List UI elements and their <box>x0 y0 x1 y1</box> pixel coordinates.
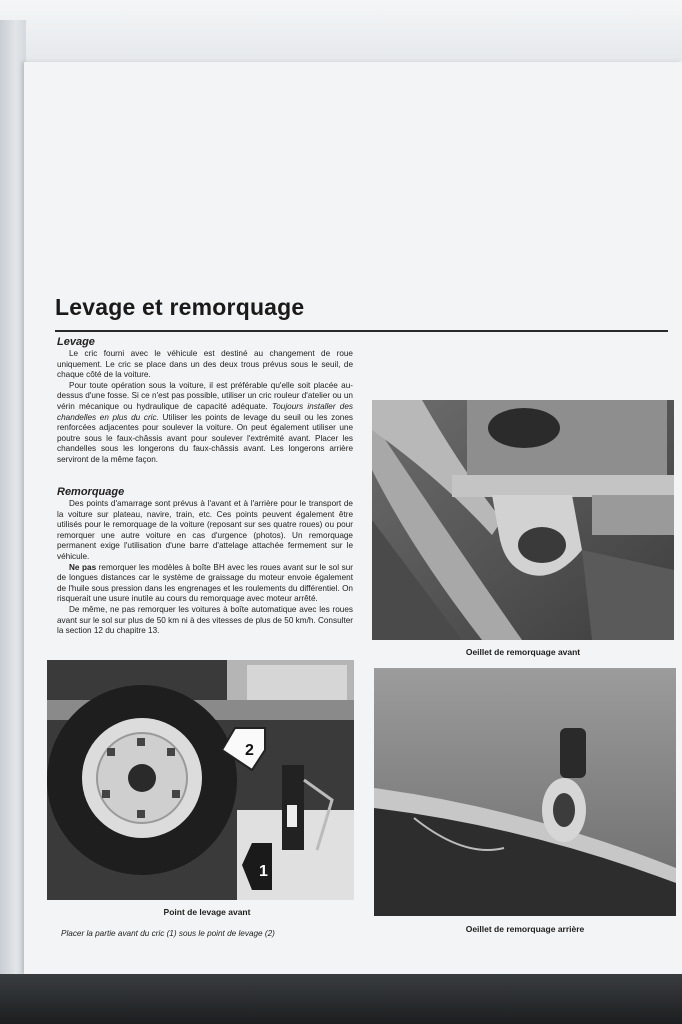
jacking-point-caption: Point de levage avant <box>163 907 251 917</box>
rear-tow-eye-photo <box>374 668 676 916</box>
levage-text <box>57 349 353 466</box>
levage-paragraph-2: Pour toute opération sous la voiture, il est préférable qu'elle soit placée au-dessus d'une fosse. Si ce n'est pas possible, utiliser un cric rouleur d'atelier ou un vérin mécanique ou hydraulique de capacité adéquate. Toujours installer des chandelles en plus du cric. Utiliser les points de levage du seuil ou les zones renforcées adjacentes pour soulever la voiture. On peut également utiliser une poutre sous le faux-châssis avant pour soulever l'extrémité avant. Placer les chandelles sous les longerons du faux-châssis avant. Les longerons arrière serviront de la même façon. <box>57 380 353 464</box>
levage-paragraph-1: Le cric fourni avec le véhicule est destiné au changement de roue uniquement. Le cric se place dans un des deux trous prévus sous le seuil, de chaque côté de la voiture. <box>57 349 353 380</box>
remorquage-paragraph-1: Des points d'amarrage sont prévus à l'avant et à l'arrière pour le transport de la voiture sur plateau, navire, train, etc. Ces points peuvent également être utilisés pour le remorquage de la voiture (reposant sur ses quatre roues) ou pour remorquer une autre voiture en cas d'urgence (photos). Un remorquage permanent exige l'utilisation d'une barre d'attelage attachée fermement sur le véhicule. <box>57 499 353 561</box>
jacking-note: Placer la partie avant du cric (1) sous le point de levage (2) <box>61 929 275 938</box>
remorquage-text <box>57 499 353 637</box>
page-title: Levage et remorquage <box>55 294 305 320</box>
book-page <box>24 62 682 974</box>
title-rule <box>55 330 668 332</box>
rear-tow-eye-caption: Oeillet de remorquage arrière <box>465 924 585 934</box>
background-top <box>0 0 682 60</box>
arrow-1-label: 1 <box>259 863 268 880</box>
front-tow-eye-photo <box>372 400 674 640</box>
arrow-2-label: 2 <box>245 742 254 759</box>
jacking-point-photo <box>47 660 354 900</box>
front-tow-eye-caption: Oeillet de remorquage avant <box>465 647 581 657</box>
levage-heading: Levage <box>57 336 95 348</box>
remorquage-paragraph-3: De même, ne pas remorquer les voitures à boîte automatique avec les roues avant sur le sol sur plus de 50 km ni à des vitesses de plus de 50 km/h. Consulter la section 12 du chapitre 13. <box>57 604 353 636</box>
book-binding <box>0 20 26 1024</box>
bottom-shadow <box>0 974 682 1024</box>
remorquage-heading: Remorquage <box>57 486 125 498</box>
remorquage-paragraph-2: Ne pas remorquer les modèles à boîte BH avec les roues avant sur le sol sur de longues distances car le système de graissage du moteur envoie également de l'huile sous pression dans les engrenages et les roulements du différentiel. On risquerait une usure inutile au cours du remorquage avec moteur arrêté. <box>57 562 353 604</box>
